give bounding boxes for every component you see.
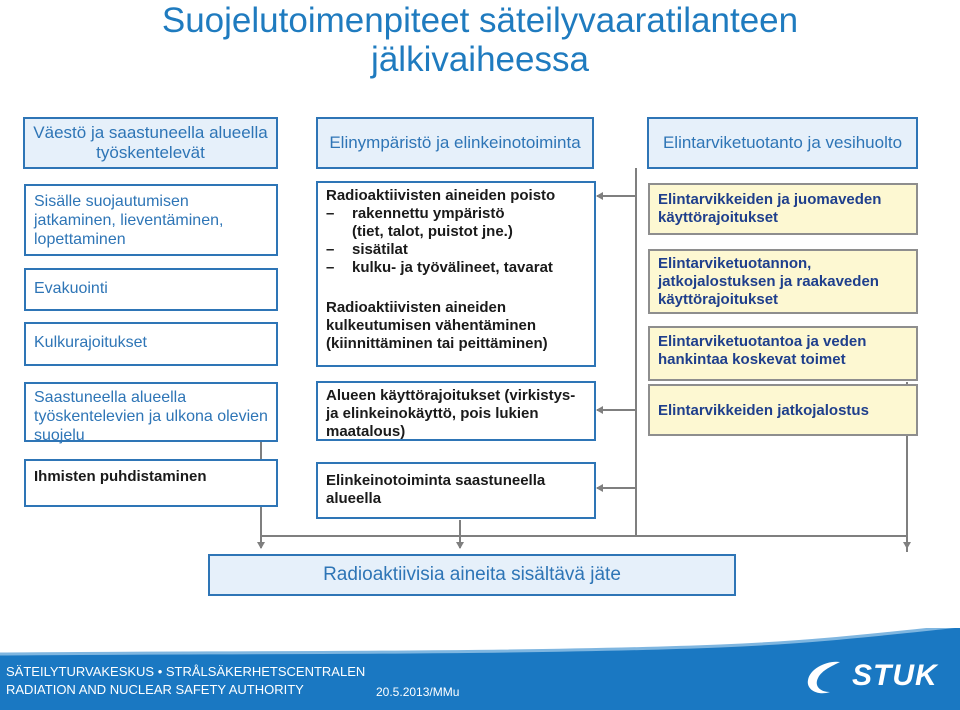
box-food-processing: Elintarvikkeiden jatkojalostus — [648, 384, 918, 436]
removal-title: Radioaktiivisten aineiden poisto — [326, 187, 556, 204]
box-access-restrictions: Kulkurajoitukset — [24, 322, 278, 366]
footer-org-line-2: RADIATION AND NUCLEAR SAFETY AUTHORITY — [6, 682, 304, 697]
title-line-1: Suojelutoimenpiteet säteilyvaaratilanteen — [161, 1, 799, 40]
box-radioactive-waste — [208, 554, 736, 596]
waste-text: Radioaktiivisia aineita sisältävä jäte — [323, 564, 621, 585]
removal-item-built-env-text: rakennettu ympäristö — [352, 205, 505, 222]
connector-top — [597, 168, 636, 196]
removal-item-vehicles-text: kulku- ja työvälineet, tavarat — [352, 259, 553, 276]
box-production-measures: Elintarviketuotantoa ja veden hankintaa koskevat toimet — [648, 326, 918, 381]
stuk-logo-icon — [800, 658, 850, 698]
column-header-population — [23, 117, 278, 169]
removal-item-indoor-text: sisätilat — [352, 241, 408, 258]
column-header-food — [647, 117, 918, 169]
box-area-restrictions: Alueen käyttörajoitukset (virkistys- ja elinkeinokäyttö, pois lukien maatalous) — [316, 381, 596, 441]
box-production-restrictions: Elintarviketuotannon, jatkojalostuksen ja raakaveden käyttörajoitukset — [648, 249, 918, 314]
migration-text: Radioaktiivisten aineiden kulkeutumisen vähentäminen (kiinnittäminen tai peittäminen) — [326, 299, 548, 352]
column-header-food-text: Elintarviketuotanto ja vesihuolto — [662, 133, 903, 152]
column-header-environment-text: Elinympäristö ja elinkeinotoiminta — [329, 133, 581, 152]
footer-banner — [0, 628, 960, 710]
column-header-population-text: Väestö ja saastuneella alueella työskentelevät — [33, 123, 268, 162]
footer-date: 20.5.2013/MMu — [376, 685, 460, 699]
box-food-water-restrictions: Elintarvikkeiden ja juomaveden käyttörajoitukset — [648, 183, 918, 235]
removal-item-vehicles: – kulku- ja työvälineet, tavarat — [326, 259, 553, 276]
box-evacuation: Evakuointi — [24, 268, 278, 311]
box-shelter: Sisälle suojautumisen jatkaminen, lieventäminen, lopettaminen — [24, 184, 278, 256]
removal-item-built-env-detail: (tiet, talot, puistot jne.) — [352, 223, 513, 240]
box-business-activity: Elinkeinotoiminta saastuneella alueella — [316, 462, 596, 519]
removal-item-indoor: – sisätilat — [326, 241, 408, 258]
box-removal — [316, 181, 596, 367]
title-line-2: jälkivaiheessa — [371, 40, 589, 79]
column-header-environment — [316, 117, 594, 169]
box-worker-protection: Saastuneella alueella työskentelevien ja ulkona olevien suojelu — [24, 382, 278, 442]
box-decontamination: Ihmisten puhdistaminen — [24, 459, 278, 507]
stuk-logo-text: STUK — [852, 659, 938, 692]
removal-item-built-env: – rakennettu ympäristö — [326, 205, 505, 222]
footer-org-line-1: SÄTEILYTURVAKESKUS • STRÅLSÄKERHETSCENTRALEN — [6, 664, 366, 679]
